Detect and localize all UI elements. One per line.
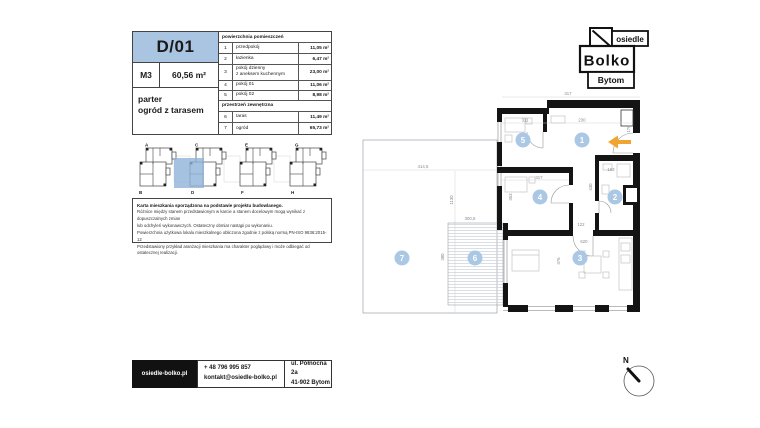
room-marker-4: [533, 190, 548, 205]
unit-info-panel: [132, 31, 332, 135]
room-marker-2: [608, 190, 623, 205]
room-area: 8,98 m²: [298, 91, 331, 100]
address-line: ul. Północna 2a: [291, 360, 327, 377]
dimension-label: 317: [564, 91, 572, 96]
email-address: kontakt@osiedle-bolko.pl: [204, 375, 277, 381]
logo-osiedle-text: osiedle: [616, 35, 644, 44]
address-cell: [285, 360, 332, 388]
rooms-table: [219, 32, 331, 134]
svg-text:4: 4: [537, 193, 543, 202]
building-label: A: [145, 142, 149, 148]
room-marker-1: [575, 133, 590, 148]
room-area: 11,05 m²: [298, 43, 331, 53]
dimension-label: 176: [626, 125, 631, 133]
site-building-gh: [290, 143, 326, 195]
building-label: D: [191, 190, 195, 194]
entry-niche: [621, 110, 633, 126]
room-name: pokój 02: [236, 92, 255, 98]
dimension-label: 122: [577, 222, 585, 227]
svg-text:3: 3: [577, 254, 583, 263]
logo: [576, 22, 651, 92]
table-row: [219, 123, 331, 134]
phone-number: + 48 796 995 857: [204, 365, 251, 372]
room-marker-5: [516, 133, 531, 148]
website-label: osiedle-bolko.pl: [132, 360, 197, 388]
table-row: [219, 81, 331, 91]
table-row: [219, 43, 331, 54]
address-line: 41-902 Bytom: [291, 379, 331, 386]
floor-plan: [355, 85, 650, 330]
room-area: 6,47 m²: [298, 54, 331, 64]
room-number: 7: [219, 123, 233, 134]
disclaimer-line: lub odchyleń wykonawczych. Ostateczny obmiar nastąpi po wykonaniu.: [137, 222, 273, 228]
svg-text:5: 5: [520, 136, 526, 145]
logo-bolko-text: Bolko: [583, 52, 631, 70]
room-name: łazienka: [236, 56, 254, 62]
room-area: 23,00 m²: [298, 65, 331, 80]
svg-text:7: 7: [399, 254, 405, 263]
dimension-label: 376: [556, 257, 561, 265]
svg-text:2: 2: [612, 193, 618, 202]
dimension-label: 1130: [449, 195, 454, 205]
room-name-line: pokój dzienny: [236, 66, 266, 72]
room-number: 2: [219, 54, 233, 64]
room-number: 4: [219, 81, 233, 90]
table-row: [219, 91, 331, 101]
compass: [605, 345, 665, 405]
building-label: G: [295, 142, 299, 148]
unit-id: D/01: [133, 32, 218, 63]
building-label: H: [291, 190, 295, 194]
room-area: 65,73 m²: [298, 123, 331, 134]
room-number: 3: [219, 65, 233, 80]
building-label: C: [195, 142, 199, 148]
entrance-arrow: [608, 136, 631, 149]
dimension-label: 230: [578, 117, 586, 123]
disclaimer-line: Karta mieszkania sporządzona na podstawie projektu budowlanego.: [137, 203, 283, 208]
unit-location-highlight: [174, 158, 204, 188]
room-name: taras: [236, 114, 247, 119]
dimension-label: 300,5: [464, 216, 476, 221]
unit-floor-info: [133, 88, 218, 134]
building-label: E: [245, 142, 249, 148]
floor-line: parter: [138, 94, 163, 104]
unit-summary-column: [133, 32, 219, 134]
room-marker-3: [573, 251, 588, 266]
outdoor-table-title: przestrzeń zewnętrzna: [219, 101, 331, 112]
svg-text:1: 1: [579, 136, 585, 145]
logo-bytom-text: Bytom: [597, 75, 625, 85]
disclaimer-line: Przedstawiony przykład aranżacji mieszkania ma charakter poglądowy i może odbiegać od ostatecznej realizacji.: [137, 243, 310, 256]
room-name: pokój 01: [236, 82, 255, 88]
unit-type: M3: [133, 63, 160, 87]
disclaimer-line: Powierzchnia użytkowa lokalu mieszkalnego obliczona zgodnie z polską normą PN-ISO 9836:2015-12: [137, 229, 327, 242]
footer-contact-bar: [132, 360, 332, 388]
dimension-label: 430: [588, 183, 593, 191]
site-location-map: [132, 136, 332, 194]
table-row: [219, 54, 331, 65]
room-number: 1: [219, 43, 233, 53]
room-marker-7: [395, 251, 410, 266]
unit-total-area: 60,56 m²: [171, 70, 207, 80]
shaft-inner: [626, 188, 637, 202]
compass-needle: [628, 369, 639, 381]
dimension-label: 380: [440, 253, 445, 261]
dimension-label: 353: [508, 193, 513, 201]
building-label: B: [139, 190, 143, 194]
dimension-label: 317: [535, 175, 543, 180]
room-name-line: z aneksem kuchennym: [236, 72, 286, 78]
dimension-label: 311: [521, 117, 529, 123]
table-row: [219, 65, 331, 81]
site-building-cd: [174, 143, 240, 195]
room-name: ogród: [236, 125, 249, 131]
room-number: 6: [219, 112, 233, 122]
contact-cell: [197, 360, 285, 388]
svg-text:6: 6: [472, 254, 478, 263]
unit-type-row: [133, 63, 218, 88]
room-name: przedpokój: [236, 45, 260, 51]
rooms-table-title: powierzchnia pomieszczeń: [219, 32, 331, 43]
dimension-label: 620: [580, 239, 588, 244]
dimension-label: 163: [607, 167, 615, 172]
dimension-label: 414,5: [417, 164, 429, 169]
site-building-ef: [240, 143, 290, 195]
building-label: F: [241, 190, 244, 194]
floor-line: ogród z tarasem: [138, 104, 204, 115]
compass-north-label: N: [623, 356, 629, 365]
room-name: [233, 66, 298, 78]
table-row: [219, 112, 331, 123]
disclaimer-box: [132, 198, 332, 256]
room-marker-6: [468, 251, 483, 266]
room-area: 11,49 m²: [298, 112, 331, 122]
disclaimer-line: Różnice między stanem przedstawionym w karcie a stanem docelowym mogą wynikać z dopuszczalnych zmian: [137, 209, 306, 222]
room-area: 11,06 m²: [298, 81, 331, 90]
room-number: 5: [219, 91, 233, 100]
